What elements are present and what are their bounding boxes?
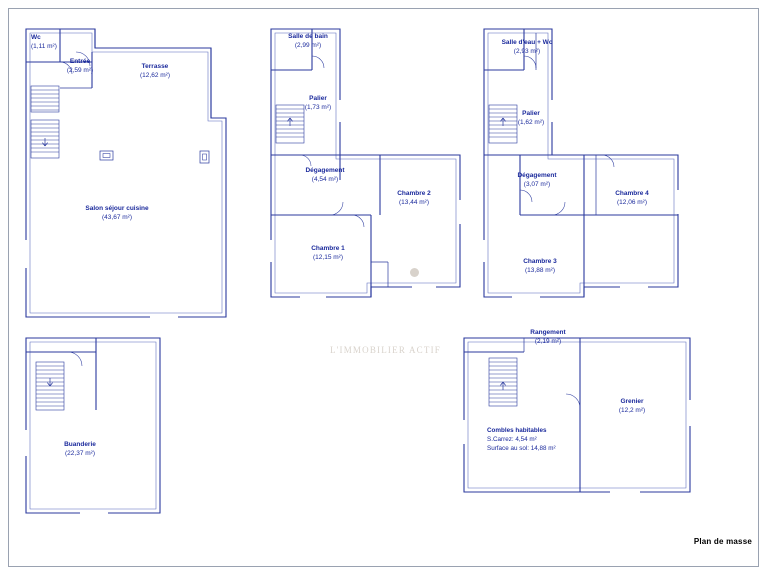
combles-notes-line1: S.Carrez: 4,54 m² <box>487 435 537 443</box>
room-label-chambre-2: Chambre 2 (13,44 m²) <box>397 190 431 206</box>
floor-first <box>271 29 460 297</box>
room-label-palier-1: Palier (1,73 m²) <box>304 95 332 111</box>
watermark-dot <box>410 268 419 277</box>
room-label-salon-sejour-cuisine: Salon séjour cuisine (43,67 m²) <box>85 205 149 221</box>
room-label-terrasse: Terrasse (12,62 m²) <box>140 63 170 79</box>
combles-notes-heading: Combles habitables <box>487 427 547 434</box>
room-label-degagement-1: Dégagement (4,54 m²) <box>305 167 345 183</box>
floor-second <box>484 29 678 297</box>
room-label-grenier: Grenier (12,2 m²) <box>618 398 646 414</box>
room-label-salle-eau-wc: Salle d'eau + Wc (2,93 m²) <box>501 39 553 55</box>
room-label-degagement-2: Dégagement (3,07 m²) <box>517 172 557 188</box>
room-label-chambre-3: Chambre 3 (13,88 m²) <box>523 258 557 274</box>
room-label-palier-2: Palier (1,62 m²) <box>517 110 545 126</box>
plan-title: Plan de masse <box>693 537 752 546</box>
watermark-text: L'IMMOBILIER ACTIF <box>330 345 441 355</box>
room-label-salle-de-bain: Salle de bain (2,99 m²) <box>288 33 328 49</box>
combles-notes <box>487 427 556 453</box>
room-label-chambre-1: Chambre 1 (12,15 m²) <box>311 245 345 261</box>
floor-basement <box>26 338 160 513</box>
combles-notes-line2: Surface au sol: 14,88 m² <box>487 444 556 452</box>
floor-ground <box>26 29 226 317</box>
floor-attic <box>464 338 690 492</box>
room-label-buanderie: Buanderie (22,37 m²) <box>64 441 96 457</box>
room-label-chambre-4: Chambre 4 (12,06 m²) <box>615 190 649 206</box>
room-label-rangement: Rangement (2,19 m²) <box>530 329 566 345</box>
room-label-wc: Wc (1,11 m²) <box>31 34 57 50</box>
room-label-entree: Entrée (2,59 m²) <box>66 58 94 74</box>
